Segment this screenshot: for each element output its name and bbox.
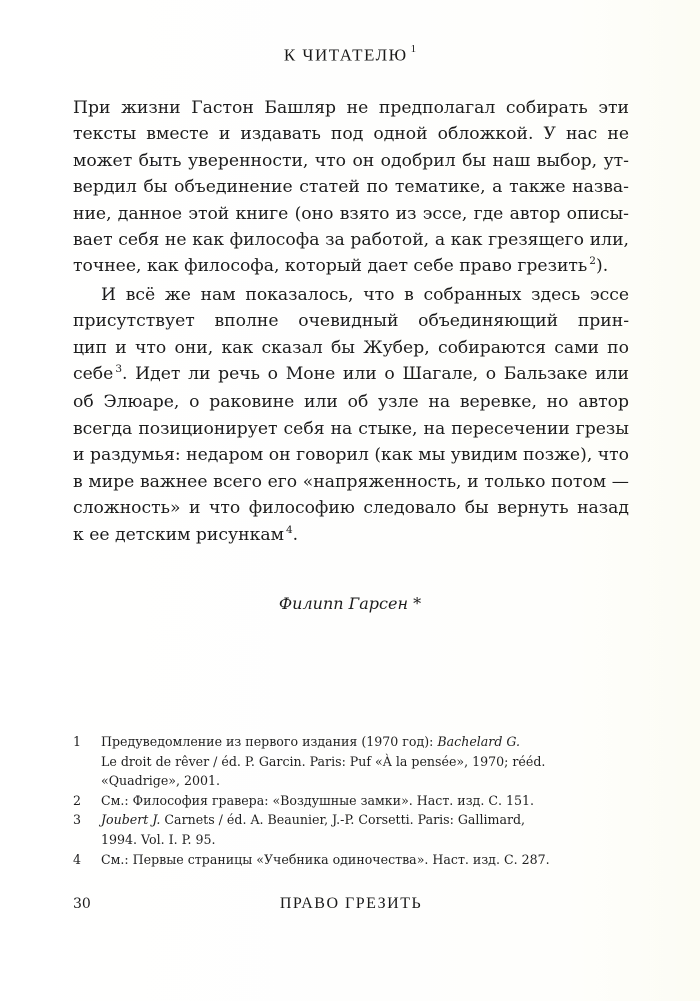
footnote-line <box>101 732 633 752</box>
footnote-text <box>101 810 633 849</box>
text-line: ние, данное этой книге (оно взято из эссе, где автор описы- <box>73 203 629 224</box>
footnote-3 <box>73 810 633 849</box>
page-number: 30 <box>73 896 91 912</box>
text-line <box>73 361 629 389</box>
footnotes <box>73 732 633 869</box>
running-title: ПРАВО ГРЕЗИТЬ <box>279 895 423 912</box>
text-line <box>73 253 629 281</box>
footnote-text <box>101 732 633 791</box>
footnote-4 <box>73 850 633 870</box>
text-segment: ). <box>595 256 609 277</box>
footnote-number: 3 <box>73 812 82 828</box>
footnote-number: 1 <box>73 734 82 749</box>
footnote-line <box>101 810 633 830</box>
text-segment: . <box>292 524 299 545</box>
footnote-line: 1994. Vol. I. P. 95. <box>101 831 216 847</box>
text-line: об Элюаре, о раковине или об узле на веревке, но автор <box>73 392 629 413</box>
text-line: присутствует вполне очевидный объединяющий прин- <box>73 311 629 332</box>
text-line: может быть уверенности, что он одобрил бы наш выбор, ут- <box>73 150 629 171</box>
footnote-line: «Quadrige», 2001. <box>101 773 221 789</box>
text-line: И всё же нам показалось, что в собранных здесь эссе <box>101 284 629 305</box>
footnote-text <box>101 850 633 870</box>
text-segment: к ее детским рисункам <box>73 524 284 545</box>
chapter-title: К ЧИТАТЕЛЮ <box>283 45 408 65</box>
footnote-ref-3: 3 <box>115 363 123 376</box>
text-line: всегда позиционирует себя на стыке, на пересечении грезы <box>73 418 629 439</box>
footnote-ref-2: 2 <box>589 255 596 268</box>
text-line: в мире важнее всего его «напряженность, и только потом — <box>73 471 629 492</box>
text-line: сложность» и что философию следовало бы вернуть назад <box>73 498 629 519</box>
footnote-1 <box>73 732 633 791</box>
text-line <box>73 522 629 550</box>
text-line: и раздумья: недаром он говорил (как мы увидим позже), что <box>73 445 629 466</box>
footnote-number: 2 <box>73 792 82 808</box>
italic-segment: Joubert J. <box>101 812 161 828</box>
text-segment: точнее, как философа, который дает себе право грезить <box>73 256 588 277</box>
chapter-heading <box>0 45 700 66</box>
footnote-number: 4 <box>73 851 82 867</box>
footnote-2 <box>73 791 633 811</box>
footnote-ref-4: 4 <box>285 523 293 536</box>
text-segment: Предуведомление из первого издания (1970 год): <box>101 734 438 749</box>
text-line: При жизни Гастон Башляр не предполагал собирать эти <box>73 98 629 118</box>
footnote-line: Le droit de rêver / éd. P. Garcin. Paris: Puf «À la pensée», 1970; rééd. <box>101 753 546 769</box>
author-signature <box>0 594 700 613</box>
page-footer <box>73 895 629 919</box>
text-segment: Carnets / éd. A. Beaunier, J.-P. Corsetti. Paris: Gallimard, <box>160 812 526 828</box>
text-segment: себе <box>73 364 114 385</box>
footnote-ref-1: 1 <box>410 43 417 55</box>
text-line: цип и что они, как сказал бы Жубер, собираются сами по <box>73 337 629 358</box>
signature-asterisk: * <box>413 594 422 613</box>
footnote-line: См.: Философия гравера: «Воздушные замки». Наст. изд. С. 151. <box>101 792 535 808</box>
text-line: тексты вместе и издавать под одной обложкой. У нас не <box>73 124 629 145</box>
text-line: вердил бы объединение статей по тематике, а также назва- <box>73 177 629 198</box>
italic-segment: Bachelard G. <box>437 734 521 749</box>
signature-name: Филипп Гарсен <box>278 594 409 613</box>
text-line: вает себя не как философа за работой, а как грезящего или, <box>73 230 629 251</box>
footnote-line: См.: Первые страницы «Учебника одиночества». Наст. изд. С. 287. <box>101 851 550 867</box>
main-text <box>73 95 629 550</box>
text-segment: . Идет ли речь о Моне или о Шагале, о Бальзаке или <box>122 364 629 385</box>
footnote-text <box>101 791 633 811</box>
